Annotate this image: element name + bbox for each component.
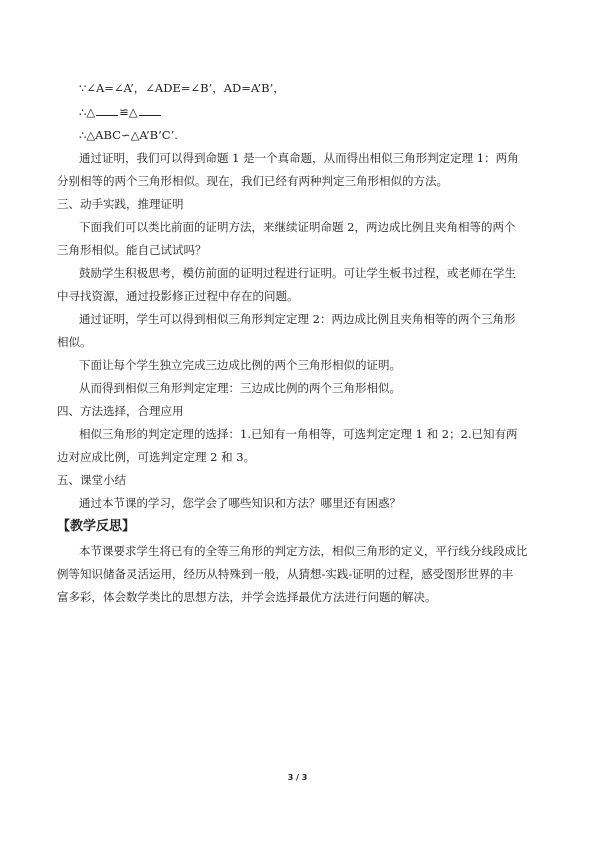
paragraph-2-line-2: 三角形相似。能自己试试吗？ xyxy=(57,243,207,257)
proof-because-line: ∵∠A=∠A’，∠ADE=∠B’，AD=A’B’， xyxy=(79,81,285,95)
paragraph-6: 从而得到相似三角形判定定理：三边成比例的两个三角形相似。 xyxy=(79,381,401,395)
section-5-heading: 五、课堂小结 xyxy=(57,473,126,487)
proof-therefore-congruent xyxy=(79,104,162,120)
blank-2[interactable] xyxy=(139,104,161,116)
blank-1[interactable] xyxy=(96,104,118,116)
paragraph-1-line-1: 通过证明，我们可以得到命题 1 是一个真命题，从而得出相似三角形判定定理 1：两角 xyxy=(79,151,519,165)
paragraph-5: 下面让每个学生独立完成三边成比例的两个三角形相似的证明。 xyxy=(79,358,401,372)
paragraph-4-line-2: 相似。 xyxy=(57,335,92,349)
therefore-congruent-prefix: ∴△ xyxy=(79,105,96,119)
section-4-heading: 四、方法选择，合理应用 xyxy=(57,404,184,418)
paragraph-7-line-2: 边对应成比例，可选判定定理 2 和 3。 xyxy=(57,450,256,464)
paragraph-8: 通过本节课的学习，您学会了哪些知识和方法？哪里还有困惑？ xyxy=(79,496,401,510)
paragraph-3-line-2: 中寻找资源，通过投影修正过程中存在的问题。 xyxy=(57,289,299,303)
reflection-heading: 【教学反思】 xyxy=(57,519,136,534)
paragraph-1-line-2: 分别相等的两个三角形相似。现在，我们已经有两种判定三角形相似的方法。 xyxy=(57,174,448,188)
paragraph-7-line-1: 相似三角形的判定定理的选择：1.已知有一角相等，可选判定定理 1 和 2；2.已知有两 xyxy=(79,427,518,441)
page-number: 3 / 3 xyxy=(287,773,308,782)
reflection-line-1: 本节课要求学生将已有的全等三角形的判定方法，相似三角形的定义，平行线分线段成比 xyxy=(79,544,528,558)
reflection-line-3: 富多彩，体会数学类比的思想方法，并学会选择最优方法进行问题的解决。 xyxy=(57,590,437,604)
section-3-heading: 三、动手实践，推理证明 xyxy=(57,197,184,211)
therefore-congruent-mid: ≌△ xyxy=(119,105,138,119)
paragraph-2-line-1: 下面我们可以类比前面的证明方法，来继续证明命题 2，两边成比例且夹角相等的两个 xyxy=(79,220,516,234)
proof-therefore-similar: ∴△ABC∽△A’B’C’. xyxy=(79,128,178,142)
paragraph-4-line-1: 通过证明，学生可以得到相似三角形判定定理 2：两边成比例且夹角相等的两个三角形 xyxy=(79,312,516,326)
paragraph-3-line-1: 鼓励学生积极思考，模仿前面的证明过程进行证明。可让学生板书过程，或老师在学生 xyxy=(79,266,516,280)
reflection-line-2: 例等知识储备灵活运用，经历从特殊到一般，从猜想-实践-证明的过程，感受图形世界的丰 xyxy=(57,567,514,581)
